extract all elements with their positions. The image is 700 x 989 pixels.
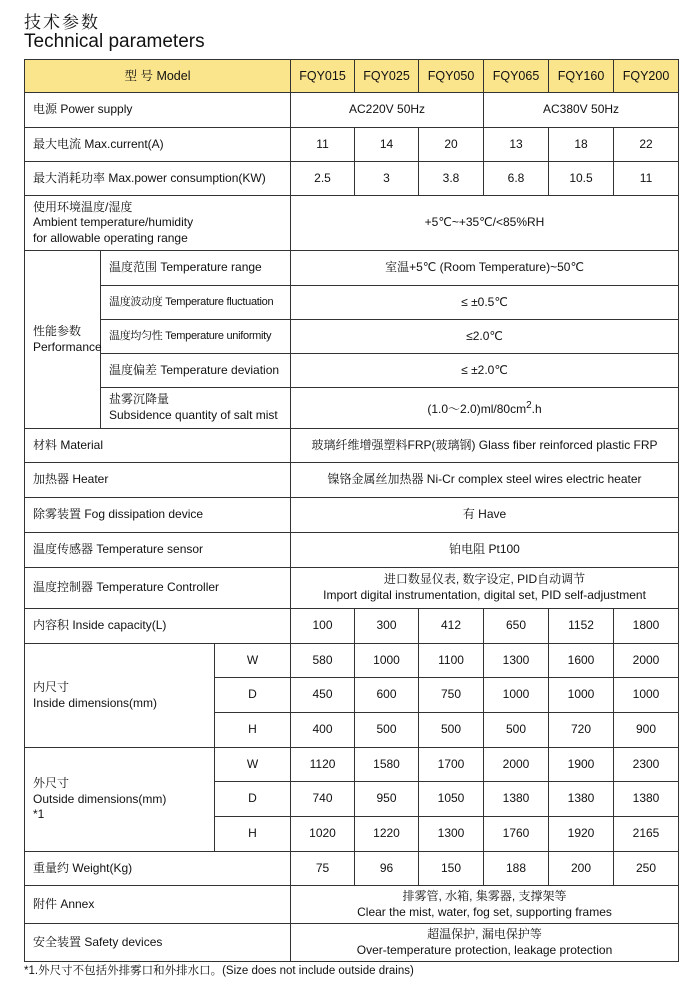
dim-value: 1300 <box>419 817 484 852</box>
inside-dims-row <box>25 644 679 678</box>
dim-value: 500 <box>355 713 419 748</box>
ambient-label-cn: 使用环境温度/湿度 <box>33 199 133 214</box>
power-consumption-value: 2.5 <box>291 162 355 196</box>
dim-value: 740 <box>291 782 355 817</box>
capacity-value: 412 <box>419 609 484 644</box>
capacity-label: 内容积 Inside capacity(L) <box>25 609 291 644</box>
temperature-fluctuation-value: ≤ ±0.5℃ <box>291 286 679 320</box>
fog-label: 除雾装置 Fog dissipation device <box>25 498 291 533</box>
sensor-label: 温度传感器 Temperature sensor <box>25 533 291 568</box>
weight-label: 重量约 Weight(Kg) <box>25 852 291 886</box>
temperature-deviation-label: 温度偏差 Temperature deviation <box>101 354 291 388</box>
temperature-uniformity-value: ≤2.0℃ <box>291 320 679 354</box>
power-consumption-value: 3 <box>355 162 419 196</box>
model-fqy025: FQY025 <box>355 60 419 93</box>
ambient-value: +5℃~+35℃/<85%RH <box>291 196 679 251</box>
performance-label-cn: 性能参数 <box>33 323 82 338</box>
dim-axis-label: W <box>215 644 291 678</box>
dim-value: 1380 <box>549 782 614 817</box>
current-row <box>25 128 679 162</box>
power-value-220: AC220V 50Hz <box>291 93 484 128</box>
dim-value: 400 <box>291 713 355 748</box>
ambient-row <box>25 196 679 251</box>
salt-mist-value-exponent: 2 <box>526 399 532 411</box>
performance-row <box>25 388 679 429</box>
dim-value: 500 <box>419 713 484 748</box>
capacity-value: 300 <box>355 609 419 644</box>
weight-value: 250 <box>614 852 679 886</box>
dim-value: 1600 <box>549 644 614 678</box>
power-value-380: AC380V 50Hz <box>484 93 679 128</box>
temperature-uniformity-label: 温度均匀性 Temperature uniformity <box>101 320 291 354</box>
salt-mist-value-unit: .h <box>531 401 542 416</box>
power-consumption-label: 最大消耗功率 Max.power consumption(KW) <box>25 162 291 196</box>
dim-value: 1220 <box>355 817 419 852</box>
weight-value: 188 <box>484 852 549 886</box>
current-value: 18 <box>549 128 614 162</box>
dim-value: 1760 <box>484 817 549 852</box>
current-value: 14 <box>355 128 419 162</box>
power-label: 电源 Power supply <box>25 93 291 128</box>
dim-value: 1000 <box>614 678 679 713</box>
power-consumption-value: 3.8 <box>419 162 484 196</box>
spec-table <box>24 59 679 962</box>
annex-value-en: Clear the mist, water, fog set, supporting frames <box>357 904 612 919</box>
dim-value: 1050 <box>419 782 484 817</box>
dim-value: 2300 <box>614 748 679 782</box>
sensor-row <box>25 533 679 568</box>
performance-row <box>25 286 679 320</box>
dim-axis-label: H <box>215 817 291 852</box>
dim-value: 500 <box>484 713 549 748</box>
footnote: *1.外尺寸不包括外排雾口和外排水口。(Size does not include outside drains) <box>24 965 414 977</box>
dim-value: 900 <box>614 713 679 748</box>
safety-value-cn: 超温保护, 漏电保护等 <box>427 926 542 941</box>
material-value: 玻璃纤维增强塑料FRP(玻璃钢) Glass fiber reinforced plastic FRP <box>291 429 679 463</box>
capacity-row <box>25 609 679 644</box>
performance-row <box>25 251 679 286</box>
dim-value: 1900 <box>549 748 614 782</box>
annex-value-cn: 排雾管, 水箱, 集雾器, 支撑架等 <box>402 888 567 903</box>
capacity-value: 100 <box>291 609 355 644</box>
dim-value: 1920 <box>549 817 614 852</box>
current-value: 11 <box>291 128 355 162</box>
capacity-value: 650 <box>484 609 549 644</box>
dim-value: 2000 <box>484 748 549 782</box>
salt-mist-value <box>291 388 679 429</box>
performance-label <box>25 251 101 429</box>
annex-value <box>291 886 679 924</box>
dim-value: 950 <box>355 782 419 817</box>
model-fqy200: FQY200 <box>614 60 679 93</box>
current-value: 22 <box>614 128 679 162</box>
dim-value: 1700 <box>419 748 484 782</box>
model-fqy065: FQY065 <box>484 60 549 93</box>
title-chinese: 技术参数 <box>24 13 100 33</box>
material-row <box>25 429 679 463</box>
current-label: 最大电流 Max.current(A) <box>25 128 291 162</box>
dim-value: 1380 <box>484 782 549 817</box>
annex-row <box>25 886 679 924</box>
dim-value: 1300 <box>484 644 549 678</box>
inside-dims-label <box>25 644 215 748</box>
ambient-label <box>25 196 291 251</box>
temperature-fluctuation-label: 温度波动度 Temperature fluctuation <box>101 286 291 320</box>
safety-row <box>25 924 679 962</box>
weight-value: 200 <box>549 852 614 886</box>
power-consumption-value: 6.8 <box>484 162 549 196</box>
dim-axis-label: D <box>215 782 291 817</box>
dim-value: 1000 <box>484 678 549 713</box>
salt-mist-value-main: (1.0～2.0)ml/80cm <box>427 401 527 416</box>
controller-label: 温度控制器 Temperature Controller <box>25 568 291 609</box>
weight-value: 150 <box>419 852 484 886</box>
temperature-deviation-value: ≤ ±2.0℃ <box>291 354 679 388</box>
model-header-label: 型 号 Model <box>25 60 291 93</box>
capacity-value: 1152 <box>549 609 614 644</box>
dim-value: 1100 <box>419 644 484 678</box>
outside-dims-label-note: *1 <box>33 807 45 822</box>
power-consumption-row <box>25 162 679 196</box>
fog-row <box>25 498 679 533</box>
dim-value: 1580 <box>355 748 419 782</box>
dim-axis-label: D <box>215 678 291 713</box>
dim-axis-label: W <box>215 748 291 782</box>
dim-value: 750 <box>419 678 484 713</box>
dim-value: 2000 <box>614 644 679 678</box>
outside-dims-row <box>25 748 679 782</box>
safety-value <box>291 924 679 962</box>
controller-value <box>291 568 679 609</box>
capacity-value: 1800 <box>614 609 679 644</box>
dim-value: 1000 <box>355 644 419 678</box>
annex-label: 附件 Annex <box>25 886 291 924</box>
dim-value: 450 <box>291 678 355 713</box>
weight-value: 96 <box>355 852 419 886</box>
dim-axis-label: H <box>215 713 291 748</box>
sensor-value: 铂电阻 Pt100 <box>291 533 679 568</box>
heater-value: 镍铬金属丝加热器 Ni-Cr complex steel wires electric heater <box>291 463 679 498</box>
temperature-range-label: 温度范围 Temperature range <box>101 251 291 286</box>
temperature-range-value: 室温+5℃ (Room Temperature)~50℃ <box>291 251 679 286</box>
safety-value-en: Over-temperature protection, leakage protection <box>356 942 613 957</box>
outside-dims-label-en: Outside dimensions(mm) <box>33 791 167 806</box>
controller-row <box>25 568 679 609</box>
title-english: Technical parameters <box>24 31 205 52</box>
performance-row <box>25 320 679 354</box>
ambient-label-en2: for allowable operating range <box>33 230 188 245</box>
model-fqy050: FQY050 <box>419 60 484 93</box>
current-value: 13 <box>484 128 549 162</box>
current-value: 20 <box>419 128 484 162</box>
dim-value: 720 <box>549 713 614 748</box>
salt-mist-label-en: Subsidence quantity of salt mist <box>109 408 278 422</box>
weight-value: 75 <box>291 852 355 886</box>
controller-value-en: Import digital instrumentation, digital set, PID self-adjustment <box>323 588 646 602</box>
performance-label-en: Performance <box>33 339 102 354</box>
header-row <box>25 60 679 93</box>
heater-row <box>25 463 679 498</box>
dim-value: 580 <box>291 644 355 678</box>
material-label: 材料 Material <box>25 429 291 463</box>
heater-label: 加热器 Heater <box>25 463 291 498</box>
model-fqy160: FQY160 <box>549 60 614 93</box>
outside-dims-label-cn: 外尺寸 <box>33 776 70 791</box>
ambient-label-en1: Ambient temperature/humidity <box>33 215 194 230</box>
fog-value: 有 Have <box>291 498 679 533</box>
inside-dims-label-en: Inside dimensions(mm) <box>33 695 158 710</box>
controller-value-cn: 进口数显仪表, 数字设定, PID自动调节 <box>383 572 586 587</box>
model-fqy015: FQY015 <box>291 60 355 93</box>
power-consumption-value: 11 <box>614 162 679 196</box>
weight-row <box>25 852 679 886</box>
salt-mist-label-cn: 盐雾沉降量 <box>109 392 170 407</box>
dim-value: 1020 <box>291 817 355 852</box>
safety-label: 安全装置 Safety devices <box>25 924 291 962</box>
dim-value: 600 <box>355 678 419 713</box>
power-consumption-value: 10.5 <box>549 162 614 196</box>
dim-value: 1380 <box>614 782 679 817</box>
dim-value: 2165 <box>614 817 679 852</box>
performance-row <box>25 354 679 388</box>
power-row <box>25 93 679 128</box>
inside-dims-label-cn: 内尺寸 <box>33 679 70 694</box>
dim-value: 1000 <box>549 678 614 713</box>
salt-mist-label <box>101 388 291 429</box>
dim-value: 1120 <box>291 748 355 782</box>
outside-dims-label <box>25 748 215 852</box>
